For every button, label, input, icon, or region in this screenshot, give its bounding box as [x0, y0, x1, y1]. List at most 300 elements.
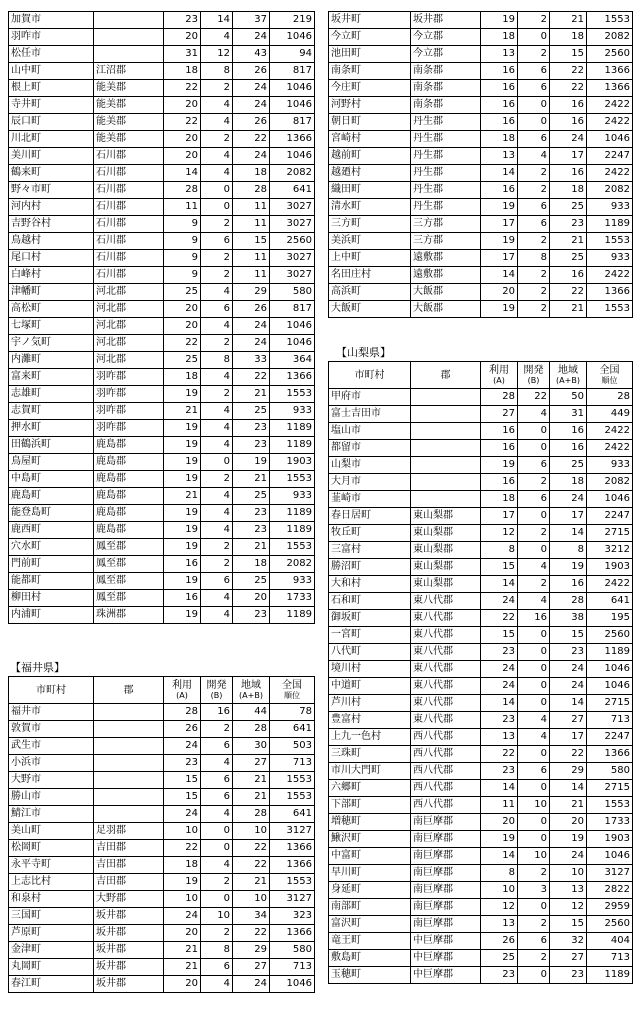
- county-cell: [411, 423, 481, 440]
- table-row: [329, 746, 633, 763]
- rank-cell: 1553: [270, 874, 315, 891]
- dev-cell: 6: [201, 301, 233, 318]
- region-cell: 17: [550, 729, 587, 746]
- table-row: [9, 301, 315, 318]
- use-cell: 14: [481, 165, 518, 182]
- table-row: [9, 522, 315, 539]
- region-cell: 17: [550, 508, 587, 525]
- county-cell: 吉田郡: [94, 857, 164, 874]
- dev-cell: 16: [518, 610, 550, 627]
- table-row: [9, 267, 315, 284]
- region-cell: 31: [550, 406, 587, 423]
- county-cell: [94, 772, 164, 789]
- city-cell: 川北町: [9, 131, 94, 148]
- table-row: [9, 721, 315, 738]
- county-cell: [94, 704, 164, 721]
- rank-cell: 1046: [270, 97, 315, 114]
- rank-cell: 3127: [270, 823, 315, 840]
- county-cell: [94, 755, 164, 772]
- dev-cell: 0: [201, 454, 233, 471]
- county-cell: 大野郡: [94, 891, 164, 908]
- region-cell: 10: [233, 823, 270, 840]
- county-cell: [94, 738, 164, 755]
- table-row: [329, 63, 633, 80]
- dev-cell: 4: [201, 97, 233, 114]
- county-cell: 中巨摩郡: [411, 950, 481, 967]
- use-cell: 20: [164, 131, 201, 148]
- dev-cell: 2: [518, 525, 550, 542]
- use-cell: 22: [164, 80, 201, 97]
- county-cell: 南条郡: [411, 80, 481, 97]
- dev-cell: 8: [201, 63, 233, 80]
- county-cell: 三方郡: [411, 233, 481, 250]
- city-cell: 柳田村: [9, 590, 94, 607]
- rank-cell: 1366: [270, 925, 315, 942]
- table-row: [9, 250, 315, 267]
- use-cell: 19: [164, 522, 201, 539]
- rank-cell: 1903: [270, 454, 315, 471]
- county-cell: 南巨摩郡: [411, 814, 481, 831]
- region-cell: 23: [550, 216, 587, 233]
- county-cell: [411, 440, 481, 457]
- use-cell: 23: [481, 763, 518, 780]
- city-cell: 敦賀市: [9, 721, 94, 738]
- rank-cell: 3127: [587, 865, 633, 882]
- city-cell: 御坂町: [329, 610, 411, 627]
- use-cell: 14: [481, 576, 518, 593]
- city-cell: 韮崎市: [329, 491, 411, 508]
- use-cell: 15: [481, 559, 518, 576]
- use-cell: 22: [164, 335, 201, 352]
- region-cell: 24: [233, 29, 270, 46]
- dev-cell: 2: [201, 386, 233, 403]
- region-cell: 11: [233, 267, 270, 284]
- county-cell: 鹿島郡: [94, 505, 164, 522]
- dev-cell: 14: [201, 12, 233, 29]
- city-cell: 美浜町: [329, 233, 411, 250]
- table-row: [329, 284, 633, 301]
- use-cell: 18: [481, 131, 518, 148]
- dev-cell: 2: [201, 556, 233, 573]
- dev-cell: 6: [201, 959, 233, 976]
- dev-cell: 8: [201, 942, 233, 959]
- table-row: [9, 437, 315, 454]
- use-cell: 13: [481, 729, 518, 746]
- dev-cell: 4: [201, 437, 233, 454]
- city-cell: 美川町: [9, 148, 94, 165]
- table-row: [9, 704, 315, 721]
- region-cell: 25: [550, 199, 587, 216]
- table-row: [329, 406, 633, 423]
- use-cell: 16: [164, 590, 201, 607]
- rank-cell: 1366: [270, 857, 315, 874]
- fukui-table: [8, 676, 315, 993]
- dev-cell: 0: [518, 831, 550, 848]
- city-cell: 志雄町: [9, 386, 94, 403]
- rank-cell: 2715: [587, 780, 633, 797]
- rank-cell: 713: [270, 959, 315, 976]
- city-cell: 内灘町: [9, 352, 94, 369]
- city-cell: 豊富村: [329, 712, 411, 729]
- rank-cell: 2822: [587, 882, 633, 899]
- dev-cell: 4: [518, 559, 550, 576]
- county-cell: 東山梨郡: [411, 508, 481, 525]
- use-cell: 20: [481, 284, 518, 301]
- table-row: [329, 559, 633, 576]
- rank-cell: 713: [270, 755, 315, 772]
- region-cell: 19: [550, 831, 587, 848]
- region-cell: 23: [233, 607, 270, 624]
- rank-cell: 1046: [587, 131, 633, 148]
- city-cell: 山梨市: [329, 457, 411, 474]
- dev-cell: 0: [201, 891, 233, 908]
- rank-cell: 1553: [587, 301, 633, 318]
- county-cell: 吉田郡: [94, 840, 164, 857]
- dev-cell: 6: [518, 131, 550, 148]
- rank-cell: 580: [587, 763, 633, 780]
- city-cell: 押水町: [9, 420, 94, 437]
- table-row: [329, 12, 633, 29]
- header-rank: 全国 順位: [587, 362, 633, 389]
- city-cell: 竜王町: [329, 933, 411, 950]
- county-cell: 遠敷郡: [411, 250, 481, 267]
- city-cell: 越前町: [329, 148, 411, 165]
- dev-cell: 6: [201, 738, 233, 755]
- dev-cell: 4: [201, 369, 233, 386]
- city-cell: 大飯町: [329, 301, 411, 318]
- county-cell: 西八代郡: [411, 746, 481, 763]
- county-cell: 東八代郡: [411, 644, 481, 661]
- dev-cell: 4: [201, 420, 233, 437]
- city-cell: 小浜市: [9, 755, 94, 772]
- use-cell: 12: [481, 525, 518, 542]
- dev-cell: 2: [201, 874, 233, 891]
- region-cell: 21: [550, 12, 587, 29]
- rank-cell: 1046: [587, 678, 633, 695]
- rank-cell: 2082: [270, 165, 315, 182]
- region-cell: 24: [233, 97, 270, 114]
- rank-cell: 1046: [270, 148, 315, 165]
- county-cell: 石川郡: [94, 233, 164, 250]
- region-cell: 28: [233, 182, 270, 199]
- table-row: [9, 80, 315, 97]
- dev-cell: 0: [518, 114, 550, 131]
- region-cell: 27: [233, 755, 270, 772]
- table-row: [329, 763, 633, 780]
- dev-cell: 3: [518, 882, 550, 899]
- county-cell: 能美郡: [94, 80, 164, 97]
- county-cell: 坂井郡: [94, 976, 164, 993]
- region-cell: 24: [550, 491, 587, 508]
- dev-cell: 4: [201, 114, 233, 131]
- region-cell: 18: [550, 29, 587, 46]
- rank-cell: 323: [270, 908, 315, 925]
- use-cell: 24: [481, 661, 518, 678]
- dev-cell: 6: [201, 573, 233, 590]
- region-cell: 21: [233, 874, 270, 891]
- region-cell: 15: [550, 46, 587, 63]
- dev-cell: 2: [201, 250, 233, 267]
- region-cell: 24: [550, 131, 587, 148]
- region-cell: 23: [550, 967, 587, 984]
- rank-cell: 641: [270, 182, 315, 199]
- rank-cell: 404: [587, 933, 633, 950]
- dev-cell: 6: [201, 233, 233, 250]
- ishikawa-table: [8, 11, 315, 624]
- city-cell: 鳥屋町: [9, 454, 94, 471]
- table-row: [9, 335, 315, 352]
- dev-cell: 2: [518, 165, 550, 182]
- dev-cell: 4: [201, 148, 233, 165]
- county-cell: 坂井郡: [94, 959, 164, 976]
- region-cell: 18: [550, 474, 587, 491]
- dev-cell: 6: [518, 199, 550, 216]
- table-row: [329, 712, 633, 729]
- rank-cell: 3127: [270, 891, 315, 908]
- rank-cell: 2422: [587, 114, 633, 131]
- dev-cell: 4: [201, 29, 233, 46]
- use-cell: 19: [481, 233, 518, 250]
- header-region: 地域 (A+B): [233, 677, 270, 704]
- region-cell: 15: [550, 627, 587, 644]
- dev-cell: 4: [201, 590, 233, 607]
- county-cell: 南条郡: [411, 63, 481, 80]
- use-cell: 15: [164, 789, 201, 806]
- rank-cell: 1046: [270, 335, 315, 352]
- city-cell: 勝沼町: [329, 559, 411, 576]
- use-cell: 22: [481, 746, 518, 763]
- county-cell: 能美郡: [94, 97, 164, 114]
- use-cell: 19: [481, 199, 518, 216]
- dev-cell: 4: [201, 505, 233, 522]
- rank-cell: 1553: [587, 233, 633, 250]
- city-cell: 高浜町: [329, 284, 411, 301]
- county-cell: 河北郡: [94, 335, 164, 352]
- table-row: [329, 831, 633, 848]
- city-cell: 高松町: [9, 301, 94, 318]
- use-cell: 24: [164, 908, 201, 925]
- region-cell: 10: [550, 865, 587, 882]
- dev-cell: 0: [518, 542, 550, 559]
- table-row: [329, 165, 633, 182]
- rank-cell: 1366: [270, 131, 315, 148]
- table-row: [329, 610, 633, 627]
- table-row: [329, 97, 633, 114]
- county-cell: 中巨摩郡: [411, 967, 481, 984]
- dev-cell: 0: [518, 780, 550, 797]
- city-cell: 辰口町: [9, 114, 94, 131]
- region-cell: 16: [550, 114, 587, 131]
- use-cell: 31: [164, 46, 201, 63]
- dev-cell: 4: [201, 806, 233, 823]
- use-cell: 16: [481, 63, 518, 80]
- rank-cell: 2082: [587, 474, 633, 491]
- region-cell: 16: [550, 267, 587, 284]
- table-row: [9, 891, 315, 908]
- dev-cell: 2: [518, 576, 550, 593]
- city-cell: 能都町: [9, 573, 94, 590]
- city-cell: 鰍沢町: [329, 831, 411, 848]
- table-row: [329, 182, 633, 199]
- table-row: [9, 806, 315, 823]
- dev-cell: 2: [201, 131, 233, 148]
- county-cell: 東山梨郡: [411, 542, 481, 559]
- rank-cell: 1366: [270, 369, 315, 386]
- rank-cell: 2560: [587, 916, 633, 933]
- dev-cell: 0: [518, 967, 550, 984]
- county-cell: 東山梨郡: [411, 576, 481, 593]
- region-cell: 19: [233, 454, 270, 471]
- use-cell: 18: [164, 63, 201, 80]
- use-cell: 18: [481, 29, 518, 46]
- header-city: 市町村: [329, 362, 411, 389]
- city-cell: 池田町: [329, 46, 411, 63]
- city-cell: 加賀市: [9, 12, 94, 29]
- use-cell: 21: [164, 488, 201, 505]
- city-cell: 上志比村: [9, 874, 94, 891]
- use-cell: 20: [164, 97, 201, 114]
- use-cell: 24: [164, 738, 201, 755]
- county-cell: 羽咋郡: [94, 403, 164, 420]
- rank-cell: 3027: [270, 199, 315, 216]
- county-cell: 鹿島郡: [94, 437, 164, 454]
- rank-cell: 2082: [587, 29, 633, 46]
- table-row: [329, 967, 633, 984]
- region-cell: 22: [550, 746, 587, 763]
- city-cell: 尾口村: [9, 250, 94, 267]
- city-cell: 志賀町: [9, 403, 94, 420]
- dev-cell: 2: [518, 865, 550, 882]
- dev-cell: 0: [518, 678, 550, 695]
- region-cell: 38: [550, 610, 587, 627]
- rank-cell: 1903: [587, 831, 633, 848]
- rank-cell: 1553: [270, 539, 315, 556]
- county-cell: 西八代郡: [411, 780, 481, 797]
- county-cell: 南条郡: [411, 97, 481, 114]
- dev-cell: 0: [518, 814, 550, 831]
- county-cell: 石川郡: [94, 148, 164, 165]
- header-county: 郡: [94, 677, 164, 704]
- city-cell: 田鶴浜町: [9, 437, 94, 454]
- city-cell: 金津町: [9, 942, 94, 959]
- table-row: [329, 301, 633, 318]
- region-cell: 16: [550, 440, 587, 457]
- dev-cell: 2: [201, 471, 233, 488]
- county-cell: 東八代郡: [411, 678, 481, 695]
- rank-cell: 1189: [270, 420, 315, 437]
- use-cell: 28: [164, 704, 201, 721]
- dev-cell: 2: [201, 267, 233, 284]
- rank-cell: 1366: [587, 284, 633, 301]
- use-cell: 19: [164, 420, 201, 437]
- city-cell: 松岡町: [9, 840, 94, 857]
- use-cell: 11: [481, 797, 518, 814]
- region-cell: 22: [550, 80, 587, 97]
- use-cell: 9: [164, 233, 201, 250]
- dev-cell: 6: [201, 772, 233, 789]
- use-cell: 9: [164, 250, 201, 267]
- use-cell: 16: [481, 440, 518, 457]
- city-cell: 三珠町: [329, 746, 411, 763]
- use-cell: 13: [481, 916, 518, 933]
- table-row: [329, 457, 633, 474]
- rank-cell: 1366: [587, 80, 633, 97]
- region-cell: 24: [233, 976, 270, 993]
- dev-cell: 2: [201, 925, 233, 942]
- county-cell: [411, 491, 481, 508]
- rank-cell: 2422: [587, 440, 633, 457]
- use-cell: 20: [164, 925, 201, 942]
- use-cell: 19: [164, 454, 201, 471]
- table-row: [329, 695, 633, 712]
- use-cell: 9: [164, 267, 201, 284]
- county-cell: 大飯郡: [411, 284, 481, 301]
- region-cell: 26: [233, 301, 270, 318]
- rank-cell: 1903: [587, 559, 633, 576]
- use-cell: 19: [164, 386, 201, 403]
- county-cell: 中巨摩郡: [411, 933, 481, 950]
- city-cell: 南条町: [329, 63, 411, 80]
- table-row: [329, 576, 633, 593]
- dev-cell: 0: [518, 440, 550, 457]
- table-row: [329, 814, 633, 831]
- region-cell: 23: [233, 420, 270, 437]
- use-cell: 22: [481, 610, 518, 627]
- county-cell: [94, 806, 164, 823]
- use-cell: 14: [481, 695, 518, 712]
- region-cell: 24: [233, 148, 270, 165]
- city-cell: 鹿西町: [9, 522, 94, 539]
- rank-cell: 641: [270, 721, 315, 738]
- county-cell: [411, 406, 481, 423]
- county-cell: 遠敷郡: [411, 267, 481, 284]
- county-cell: 東八代郡: [411, 661, 481, 678]
- table-row: [9, 165, 315, 182]
- county-cell: 今立郡: [411, 46, 481, 63]
- use-cell: 20: [164, 148, 201, 165]
- region-cell: 18: [233, 556, 270, 573]
- dev-cell: 0: [201, 182, 233, 199]
- table-row: [329, 440, 633, 457]
- use-cell: 19: [481, 12, 518, 29]
- use-cell: 16: [481, 80, 518, 97]
- dev-cell: 4: [201, 755, 233, 772]
- rank-cell: 1733: [270, 590, 315, 607]
- dev-cell: 0: [201, 840, 233, 857]
- rank-cell: 1366: [587, 63, 633, 80]
- city-cell: 福井市: [9, 704, 94, 721]
- table-row: [9, 539, 315, 556]
- county-cell: 珠洲郡: [94, 607, 164, 624]
- use-cell: 10: [164, 823, 201, 840]
- dev-cell: 0: [518, 899, 550, 916]
- county-cell: 江沼郡: [94, 63, 164, 80]
- table-row: [9, 573, 315, 590]
- dev-cell: 4: [201, 976, 233, 993]
- region-cell: 24: [550, 678, 587, 695]
- table-row: [9, 97, 315, 114]
- use-cell: 17: [481, 250, 518, 267]
- table-row: [9, 755, 315, 772]
- dev-cell: 2: [201, 80, 233, 97]
- table-row: [329, 148, 633, 165]
- region-cell: 33: [233, 352, 270, 369]
- table-row: [9, 369, 315, 386]
- county-cell: [411, 457, 481, 474]
- use-cell: 9: [164, 216, 201, 233]
- county-cell: [94, 721, 164, 738]
- county-cell: [94, 29, 164, 46]
